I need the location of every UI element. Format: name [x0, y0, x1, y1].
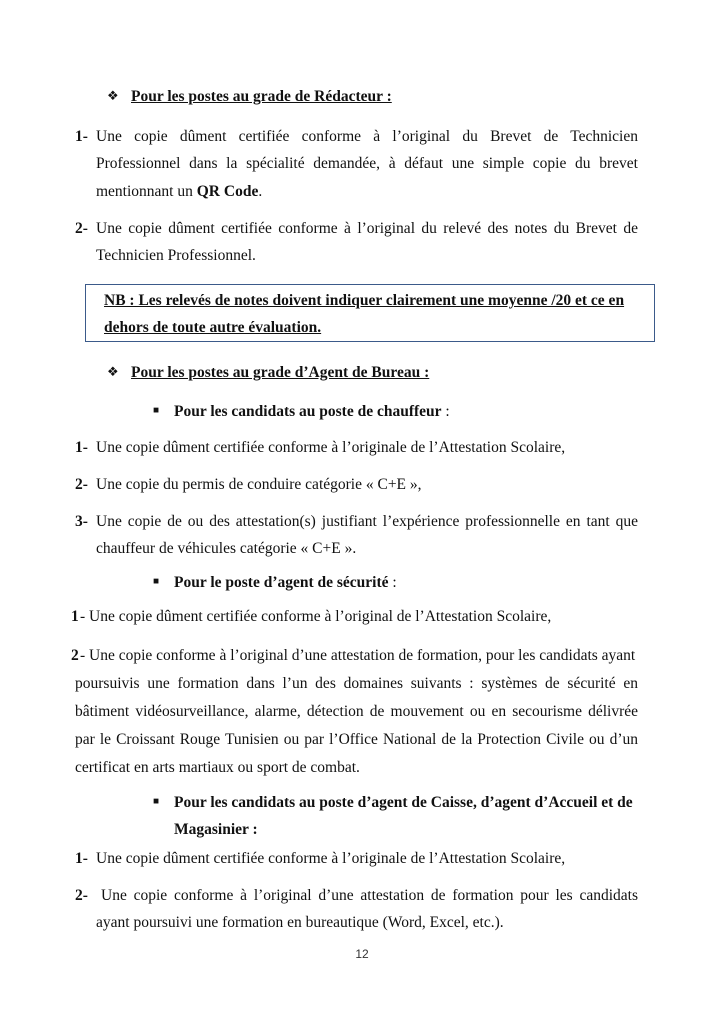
item-text-line: - Une copie dûment certifiée conforme à l’original de l’Attestation Scolaire,	[80, 608, 552, 625]
diamond-bullet-icon: ❖	[107, 364, 119, 379]
item-number: 2-	[75, 887, 88, 904]
item-text-line	[96, 182, 262, 202]
subsection-heading-caisse-cont: Magasinier :	[174, 821, 258, 838]
item-text-line: - Une copie conforme à l’original d’une attestation de formation, pour les candidats ayant	[80, 647, 636, 664]
page-number: 12	[355, 947, 369, 961]
item-number: 1	[71, 608, 79, 625]
subsection-heading-caisse: Pour les candidats au poste d’agent de Caisse, d’agent d’Accueil et de	[174, 794, 633, 811]
item-text-line: Une copie de ou des attestation(s) justifiant l’expérience professionnelle en tant que	[96, 513, 638, 530]
diamond-bullet-icon: ❖	[107, 88, 119, 103]
item-text-line: Une copie conforme à l’original d’une attestation de formation pour les candidats	[101, 887, 638, 904]
qr-code-term: QR Code	[196, 183, 259, 200]
nb-note-line: dehors de toute autre évaluation.	[104, 319, 322, 336]
section-heading-agent-bureau: Pour les postes au grade d’Agent de Bureau :	[131, 364, 430, 381]
text-fragment: :	[388, 574, 397, 591]
text-fragment: :	[441, 403, 450, 420]
text-fragment: .	[258, 183, 263, 200]
item-number: 1-	[75, 128, 88, 145]
item-text-line: Une copie du permis de conduire catégorie « C+E »,	[96, 476, 422, 493]
square-bullet-icon: ■	[153, 405, 160, 416]
item-number: 2	[71, 647, 79, 664]
square-bullet-icon: ■	[153, 576, 160, 587]
subsection-heading-text: Pour le poste d’agent de sécurité	[174, 574, 389, 591]
item-number: 2-	[75, 220, 88, 237]
item-text-line: certificat en arts martiaux ou sport de combat.	[75, 759, 360, 776]
section-heading-redacteur: Pour les postes au grade de Rédacteur :	[131, 88, 392, 105]
item-text-line: Technicien Professionnel.	[96, 247, 256, 264]
item-text-line: poursuivis une formation dans l’un des domaines suivants : systèmes de sécurité en	[75, 675, 638, 692]
item-text-line: bâtiment vidéosurveillance, alarme, détection de mouvement ou en secourisme délivrée	[75, 703, 638, 720]
subsection-heading-securite	[174, 573, 397, 593]
item-number: 1-	[75, 850, 88, 867]
nb-note-line: NB : Les relevés de notes doivent indiquer clairement une moyenne /20 et ce en	[104, 292, 625, 309]
item-number: 2-	[75, 476, 88, 493]
item-number: 3-	[75, 513, 88, 530]
item-text-line: Une copie dûment certifiée conforme à l’original du relevé des notes du Brevet de	[96, 220, 638, 237]
item-text-line: par le Croissant Rouge Tunisien ou par l’Office National de la Protection Civile ou d’un	[75, 731, 638, 748]
item-number: 1-	[75, 439, 88, 456]
item-text-line: Une copie dûment certifiée conforme à l’original du Brevet de Technicien	[96, 128, 638, 145]
item-text-line: chauffeur de véhicules catégorie « C+E ».	[96, 540, 357, 557]
text-fragment: mentionnant un	[96, 183, 197, 200]
item-text-line: Une copie dûment certifiée conforme à l’originale de l’Attestation Scolaire,	[96, 850, 566, 867]
item-text-line: Une copie dûment certifiée conforme à l’originale de l’Attestation Scolaire,	[96, 439, 566, 456]
subsection-heading-text: Pour les candidats au poste de chauffeur	[174, 403, 442, 420]
square-bullet-icon: ■	[153, 796, 160, 807]
item-text-line: ayant poursuivi une formation en bureautique (Word, Excel, etc.).	[96, 914, 504, 931]
item-text-line: Professionnel dans la spécialité demandée, à défaut une simple copie du brevet	[96, 155, 638, 172]
subsection-heading-chauffeur	[174, 402, 450, 422]
